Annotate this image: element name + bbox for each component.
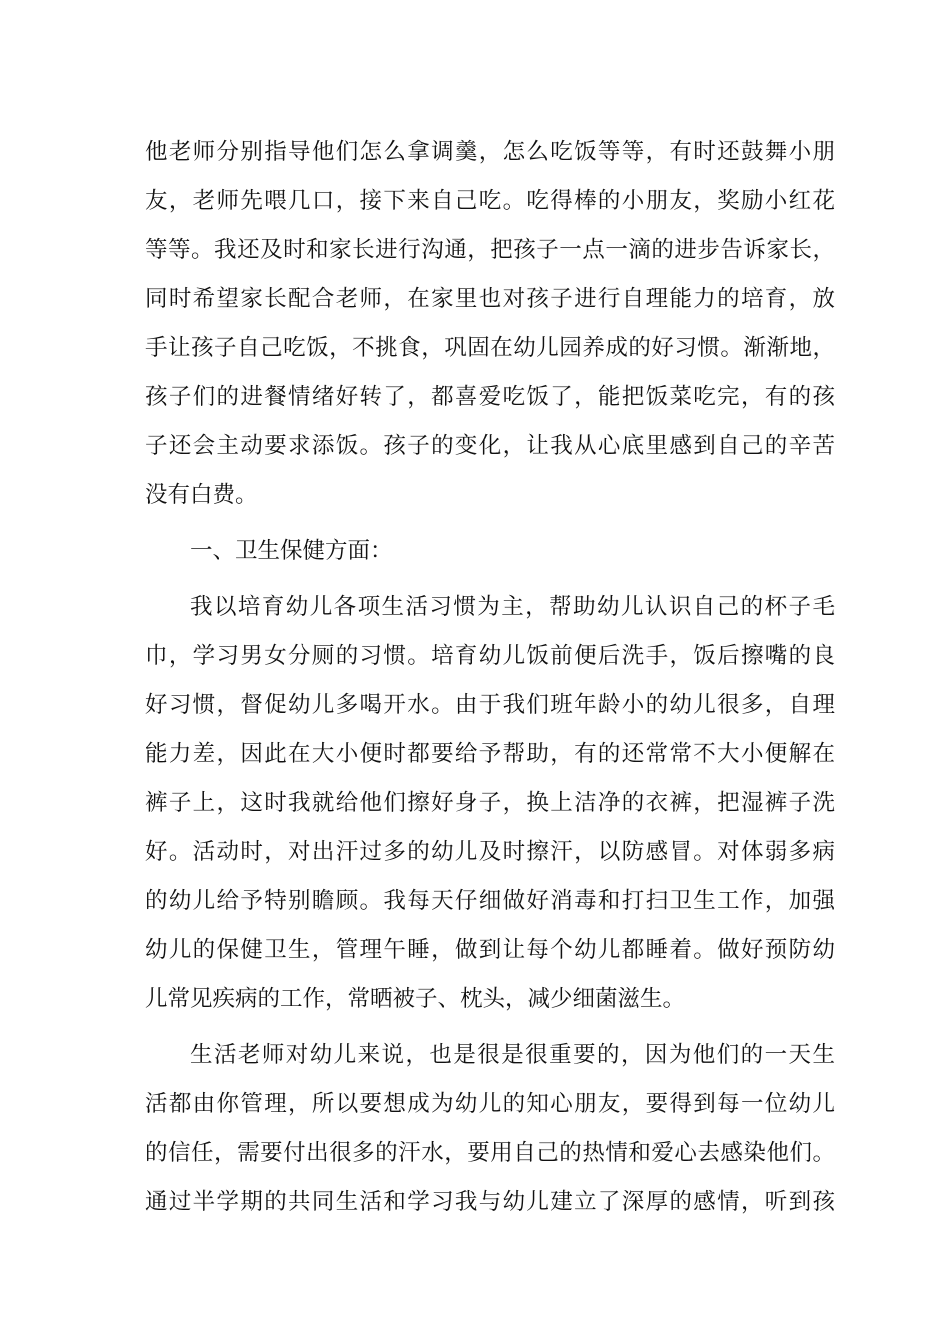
text-line: 友，老师先喂几口，接下来自己吃。吃得棒的小朋友，奖励小红花 [145,188,835,214]
text-line: 裤子上，这时我就给他们擦好身子，换上洁净的衣裤，把湿裤子洗 [145,790,835,816]
paragraph-first-line: 生活老师对幼儿来说，也是很是很重要的，因为他们的一天生 [190,1042,835,1068]
text-line: 没有白费。 [145,482,258,508]
text-line: 巾，学习男女分厕的习惯。培育幼儿饭前便后洗手，饭后擦嘴的良 [145,643,835,669]
paragraph-gap [145,576,835,583]
paragraph-first-line: 我以培育幼儿各项生活习惯为主，帮助幼儿认识自己的杯子毛 [190,594,835,620]
document-body [145,128,835,1227]
text-line: 的幼儿给予特别瞻顾。我每天仔细做好消毒和打扫卫生工作，加强 [145,888,835,914]
text-line: 他老师分别指导他们怎么拿调羹，怎么吃饭等等，有时还鼓舞小朋 [145,139,835,165]
text-line: 同时希望家长配合老师，在家里也对孩子进行自理能力的培育，放 [145,286,835,312]
paragraph-gap [145,1024,835,1031]
text-line: 好。活动时，对出汗过多的幼儿及时擦汗，以防感冒。对体弱多病 [145,839,835,865]
text-line: 手让孩子自己吃饭，不挑食，巩固在幼儿园养成的好习惯。渐渐地， [145,335,835,361]
text-line: 等等。我还及时和家长进行沟通，把孩子一点一滴的进步告诉家长， [145,237,835,263]
text-line: 子还会主动要求添饭。孩子的变化，让我从心底里感到自己的辛苦 [145,433,835,459]
text-line: 幼儿的保健卫生，管理午睡，做到让每个幼儿都睡着。做好预防幼 [145,937,835,963]
paragraph-gap [145,520,835,527]
paragraph-first-line: 一、卫生保健方面： [190,538,393,564]
text-line: 孩子们的进餐情绪好转了，都喜爱吃饭了，能把饭菜吃完，有的孩 [145,384,835,410]
text-line: 的信任，需要付出很多的汗水，要用自己的热情和爱心去感染他们。 [145,1140,835,1166]
text-line: 能力差，因此在大小便时都要给予帮助，有的还常常不大小便解在 [145,741,835,767]
text-line: 儿常见疾病的工作，常晒被子、枕头，减少细菌滋生。 [145,986,686,1012]
text-line: 通过半学期的共同生活和学习我与幼儿建立了深厚的感情，听到孩 [145,1189,835,1215]
text-line: 活都由你管理，所以要想成为幼儿的知心朋友，要得到每一位幼儿 [145,1091,835,1117]
text-line: 好习惯，督促幼儿多喝开水。由于我们班年龄小的幼儿很多，自理 [145,692,835,718]
